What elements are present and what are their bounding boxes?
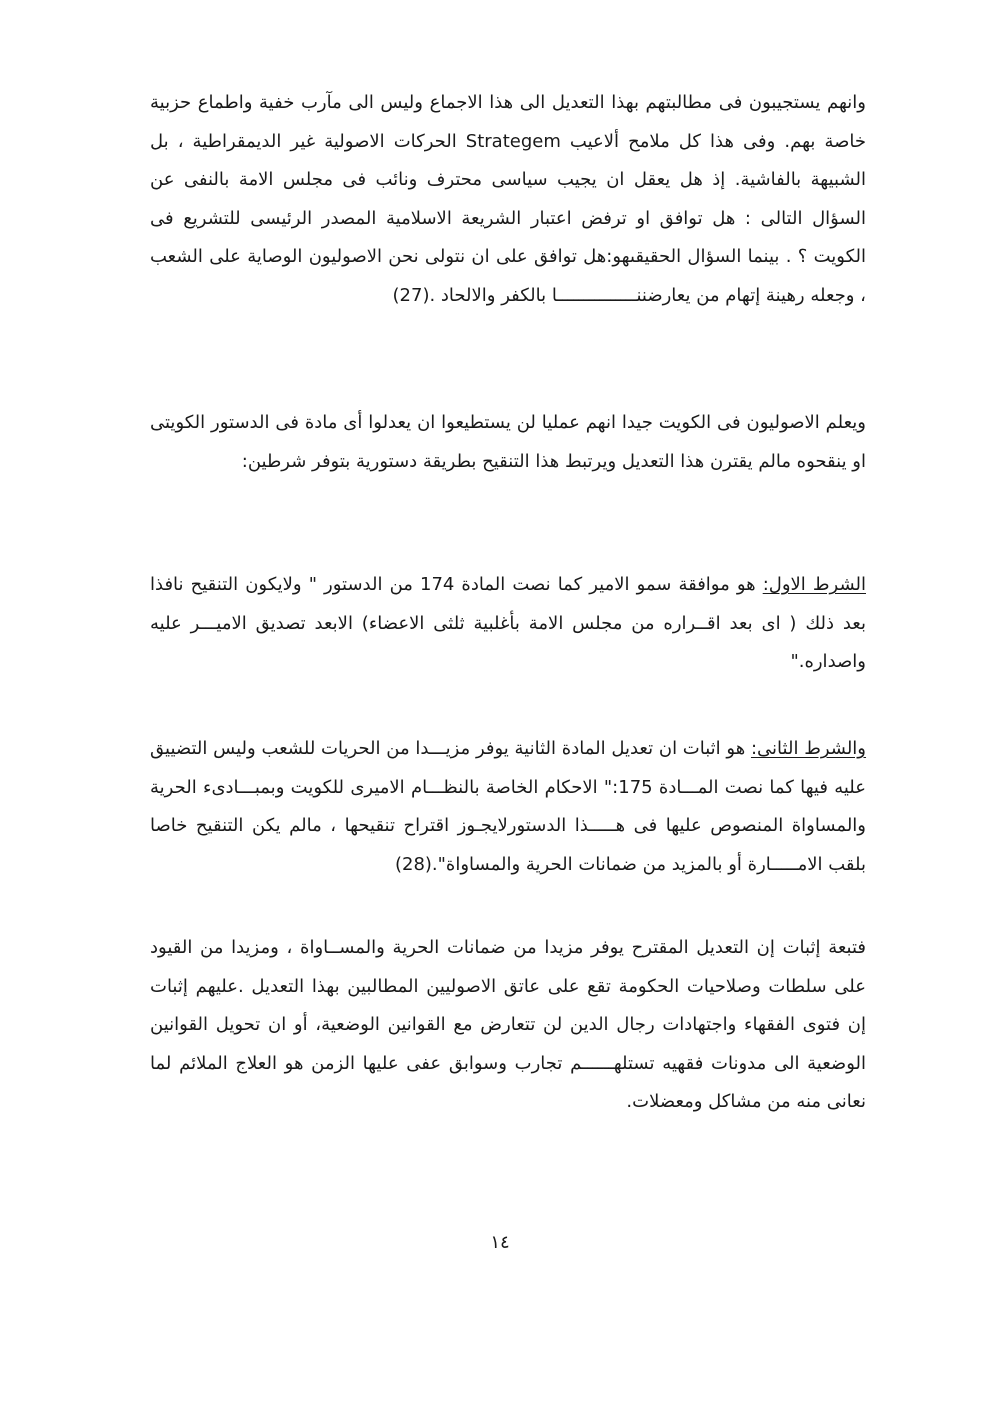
first-condition-heading: الشرط الاول: [762, 574, 866, 595]
first-condition-body: هو موافقة سمو الامير كما نصت المادة 174 من الدستور " ولايكون التنقيح نافذا بعد ذلك ( اى بعد اقــراره من مجلس الامة بأغلبية ثلثى الاعضاء) الابعد تصديق الاميـــر عليه واصداره." [150, 574, 866, 672]
second-condition-heading: والشرط الثانى: [750, 738, 867, 759]
paragraph-2: ويعلم الاصوليون فى الكويت جيدا انهم عمليا لن يستطيعوا ان يعدلوا أى مادة فى الدستور الكويتى او ينقحوه مالم يقترن هذا التعديل ويرتبط هذا التنقيح بطريقة دستورية بتوفر شرطين: [150, 412, 866, 472]
paragraph-second-condition [150, 730, 866, 884]
paragraph-5: فتبعة إثبات إن التعديل المقترح يوفر مزيدا من ضمانات الحرية والمســاواة ، ومزيدا من القيود على سلطات وصلاحيات الحكومة تقع على عاتق الاصوليين المطالبين بهذا التعديل .عليهم إثبات إن فتوى الفقهاء واجتهادات رجال الدين لن تتعارض مع القوانين الوضعية، أو ان تحويل القوانين الوضعية الى مدونات فقهيه تستلهــــــم تجارب وسوابق عفى عليها الزمن هو العلاج الملائم لما نعانى منه من مشاكل ومعضلات. [150, 937, 866, 1112]
paragraph-first-condition [150, 566, 866, 682]
page-number: ١٤ [490, 1232, 510, 1253]
paragraph-1: وانهم يستجيبون فى مطالبتهم بهذا التعديل الى هذا الاجماع وليس الى مآرب خفية واطماع حزبية خاصة بهم. وفى هذا كل ملامح ألاعيب Strategem الحركات الاصولية غير الديمقراطية ، بل الشبيهة بالفاشية. إذ هل يعقل ان يجيب سياسى محترف ونائب فى مجلس الامة بالنفى عن السؤال التالى : هل توافق او ترفض اعتبار الشريعة الاسلامية المصدر الرئيسى للتشريع فى الكويت ؟ . بينما السؤال الحقيقىهو:هل توافق على ان نتولى نحن الاصوليون الوصاية على الشعب ، وجعله رهينة إتهام من يعارضننـــــــــــــــا بالكفر والالحاد .(27) [150, 92, 866, 306]
second-condition-body: هو اثبات ان تعديل المادة الثانية يوفر مزيـــدا من الحريات للشعب وليس التضييق عليه فيها كما نصت المـــادة 175:" الاحكام الخاصة بالنظـــام الاميرى للكويت وبمبـــادىء الحرية والمساواة المنصوص عليها فى هـــــذا الدستورلايجـوز اقتراح تنقيحها ، مالم يكن التنقيح خاصا بلقب الامـــــارة أو بالمزيد من ضمانات الحرية والمساواة".(28) [150, 738, 866, 875]
